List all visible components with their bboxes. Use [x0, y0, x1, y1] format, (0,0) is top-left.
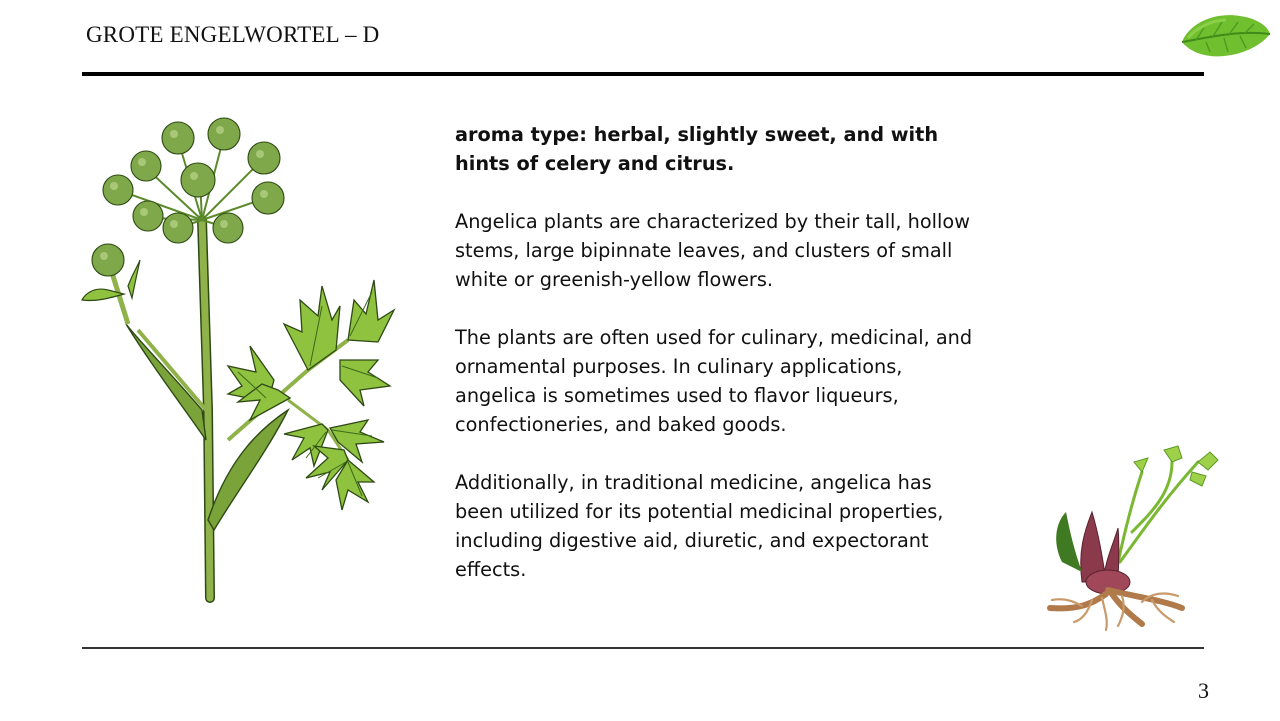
page-title: GROTE ENGELWORTEL – D [86, 22, 380, 47]
footer-rule [82, 647, 1204, 649]
angelica-root-photo [1022, 432, 1222, 632]
paragraph-medicine: Additionally, in traditional medicine, angelica has been utilized for its potential medicinal properties, including digestive aid, diuretic, and expectorant effects. [455, 471, 944, 581]
header-rule [82, 72, 1204, 76]
aroma-type: aroma type: herbal, slightly sweet, and with hints of celery and citrus. [455, 123, 939, 175]
paragraph-characteristics: Angelica plants are characterized by their tall, hollow stems, large bipinnate leaves, and clusters of small white or greenish-yellow flowers. [455, 210, 970, 291]
paragraph-uses: The plants are often used for culinary, medicinal, and ornamental purposes. In culinary applications, angelica is sometimes used to flavor liqueurs, confectioneries, and baked goods. [455, 326, 973, 436]
leaf-icon [1176, 8, 1272, 64]
page-number: 3 [1198, 678, 1209, 703]
angelica-plant-illustration [78, 110, 408, 610]
description-text [455, 120, 975, 613]
